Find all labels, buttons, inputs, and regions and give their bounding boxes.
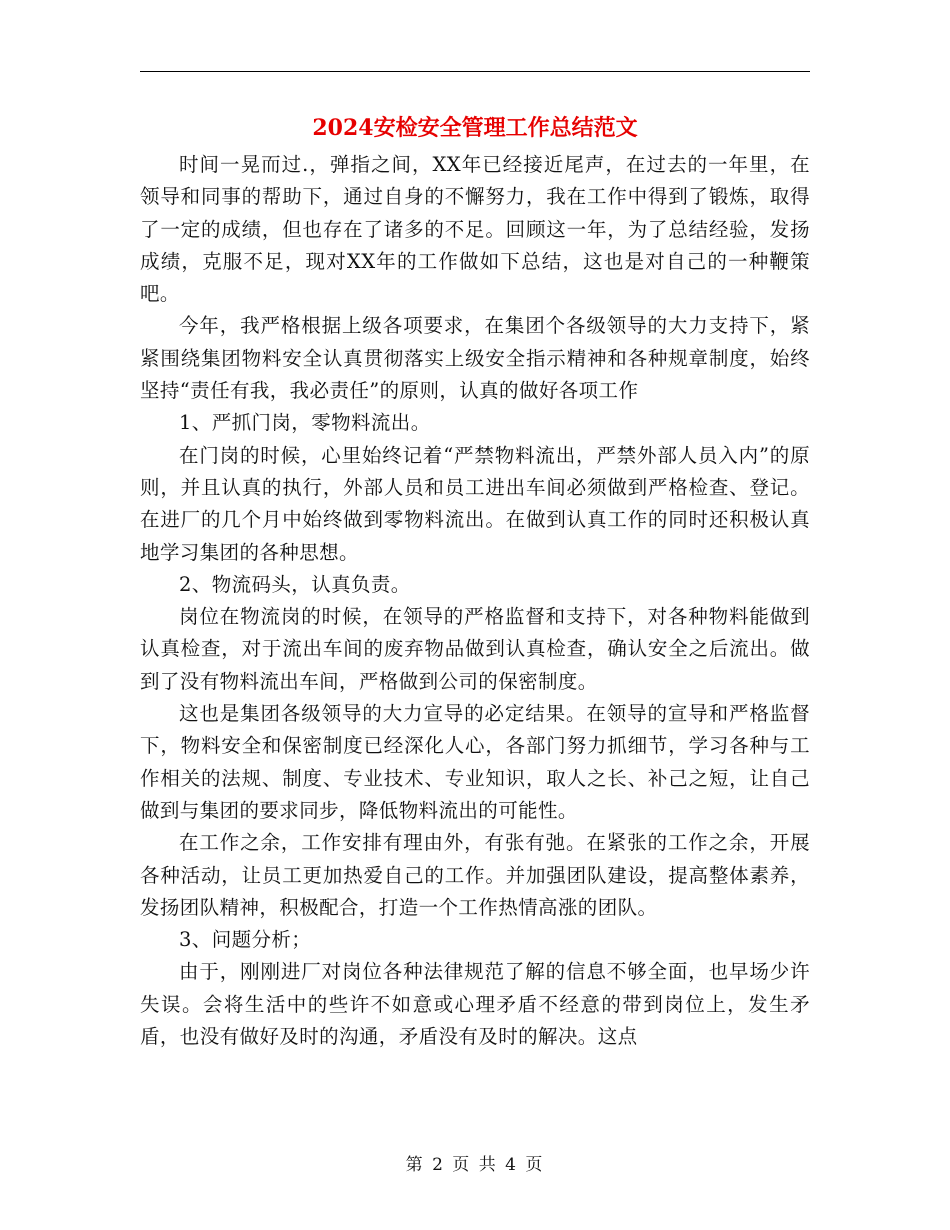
section-heading: 1、严抓门岗，零物料流出。 xyxy=(179,411,431,435)
body-paragraph: 今年，我严格根据上级各项要求，在集团个各级领导的大力支持下，紧紧围绕集团物料安全认真贯彻落实上级安全指示精神和各种规章制度，始终坚持“责任有我，我必责任”的原则，认真的做好各项工作 xyxy=(140,314,810,403)
document-title: 2024安检安全管理工作总结范文 xyxy=(312,115,638,141)
body-paragraph: 在工作之余，工作安排有理由外，有张有弛。在紧张的工作之余，开展各种活动，让员工更加热爱自己的工作。并加强团队建设，提高整体素养，发扬团队精神，积极配合，打造一个工作热情高涨的团队。 xyxy=(140,831,810,919)
document-body xyxy=(140,149,810,1053)
page-number: 第 2 页 共 4 页 xyxy=(405,1155,545,1175)
body-paragraph: 这也是集团各级领导的大力宣导的必定结果。在领导的宣导和严格监督下，物料安全和保密制度已经深化人心，各部门努力抓细节，学习各种与工作相关的法规、制度、专业技术、专业知识，取人之长、补己之短，让自己做到与集团的要求同步，降低物料流出的可能性。 xyxy=(140,702,810,822)
body-paragraph: 在门岗的时候，心里始终记着“严禁物料流出，严禁外部人员入内”的原则，并且认真的执行，外部人员和员工进出车间必须做到严格检查、登记。在进厂的几个月中始终做到零物料流出。在做到认真工作的同时还积极认真地学习集团的各种思想。 xyxy=(140,443,810,564)
section-heading: 2、物流码头，认真负责。 xyxy=(179,572,411,596)
section-heading: 3、问题分析； xyxy=(179,928,312,952)
body-paragraph: 岗位在物流岗的时候，在领导的严格监督和支持下，对各种物料能做到认真检查，对于流出车间的废弃物品做到认真检查，确认安全之后流出。做到了没有物料流出车间，严格做到公司的保密制度。 xyxy=(140,605,810,693)
header-rule xyxy=(140,71,810,72)
body-paragraph: 由于，刚刚进厂对岗位各种法律规范了解的信息不够全面，也早场少许失误。会将生活中的些许不如意或心理矛盾不经意的带到岗位上，发生矛盾，也没有做好及时的沟通，矛盾没有及时的解决。这点 xyxy=(140,960,810,1049)
body-paragraph: 时间一晃而过.，弹指之间，XX年已经接近尾声，在过去的一年里，在领导和同事的帮助下，通过自身的不懈努力，我在工作中得到了锻炼，取得了一定的成绩，但也存在了诸多的不足。回顾这一年，为了总结经验，发扬成绩，克服不足，现对XX年的工作做如下总结，这也是对自己的一种鞭策吧。 xyxy=(140,153,810,306)
